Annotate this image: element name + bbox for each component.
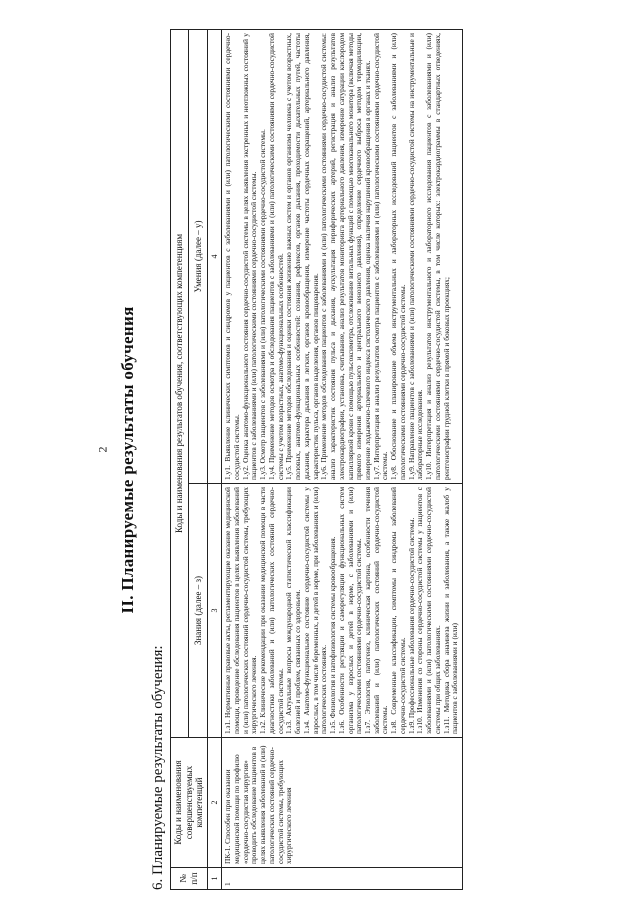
skill-item: 1.у5. Применение методов обследования и оценки состояния жизненно важных систем и органов организма человека с учетом возрастных, половых, анатомо-функциональных особенностей: сознания, рефлексов, органов дыхания, проходимости дыхательных путей, частоты дыхания, характера дыхания в легких, органов кровообращения, измерение частоты сердечных сокращений, артериального давления, характеристик пульса, органов выделения, органов пищеварения.	[284, 33, 320, 480]
skill-item: 1.у1. Выявление клинических симптомов и синдромов у пациентов с заболеваниями и (или) патологическими состояниями сердечно-сосудистой системы.	[223, 33, 241, 480]
column-number: 4	[207, 30, 221, 484]
competency-cell: ПК-1. Способен при оказании медицинской помощи по профилю «сердечно-сосудистая хирургия» проводить обследование пациентов в целях выявления заболеваний и (или) патологических состояний сердечно-сосудистой системы, требующих хирургического лечения	[222, 738, 463, 868]
column-number: 1	[207, 868, 221, 890]
header-knowledge: Знания (далее – з)	[189, 484, 207, 738]
knowledge-item: 1.з10. Изменения со стороны сердечно-сосудистой системы у пациентов с заболеваниями и (или) патологическими состояниями сердечно-сосудистой системы при общих заболеваниях.	[415, 487, 442, 734]
header-skills: Умения (далее – у)	[189, 30, 207, 484]
knowledge-cell	[222, 484, 463, 738]
knowledge-item: 1.з9. Профессиональные заболевания сердечно-сосудистой системы.	[406, 517, 416, 734]
column-number: 3	[207, 484, 221, 738]
column-number: 2	[207, 738, 221, 868]
knowledge-item: 1.з3. Актуальные вопросы международной статистической классификации болезней и проблем, связанных со здоровьем.	[284, 487, 303, 734]
rotated-content	[118, 30, 638, 890]
knowledge-item: 1.з2. Клинические рекомендации при оказании медицинской помощи в части диагностики заболеваний и (или) патологических состояний сердечно-сосудистой системы.	[258, 487, 285, 734]
header-number: № п/п	[171, 868, 208, 890]
skill-item: 1.у10. Интерпретация и анализ результатов инструментального и лабораторного исследования пациентов с заболеваниями и (или) патологическими состояниями сердечно-сосудистой системы, в том числе которых: электрокардиограммы в стандартных отведениях, рентгенографии грудной клетки в прямой и боковых проекциях;	[424, 33, 451, 480]
skill-item: 1.у6. Применение методов обследования пациентов с заболеваниями и (или) патологическими состояниями сердечно-сосудистой системы: анализ характеристик состояния пульса и дыхания, аускультация периферических артерий, регистрация и анализ результатов электрокардиографии, установка, считывание, анализ результатов мониторинга артериального давления, измерение сатурации кислородом капиллярной крови с помощью пульсоксиметра, отслеживание витальных функций с помощью многоканального монитора (включая методы прямого измерения артериального и центрального венозного давления), определение сердечного выброса методом термодилюции, измерение лодыжечно-плечевого индекса систолического давления, оценка наличия нарушений кровообращения в органах и тканях.	[319, 33, 373, 480]
skills-cell	[222, 30, 463, 484]
knowledge-item: 1.з11. Методика сбора анамнеза жизни и заболевания, а также жалоб у пациентов с заболеваниями и (или)	[441, 487, 460, 734]
knowledge-item: 1.з5. Физиология и патофизиология системы кровообращения.	[328, 536, 338, 734]
table-row	[222, 30, 463, 890]
skill-item: 1.у8. Обоснование и планирование объема инструментальных и лабораторных исследований пациентов с заболеваниями и (или) патологическими состояниями сердечно-сосудистой системы.	[389, 33, 407, 480]
skill-item: 1.у3. Осмотр пациентов с заболеваниями и (или) патологическими состояниями сердечно-сосудистой системы.	[258, 129, 268, 480]
header-results-group: Коды и наименования результатов обучения, соответствующих компетенциям	[171, 30, 189, 738]
subsection-title: 6. Планируемые результаты обучения:	[150, 645, 166, 890]
skill-item: 1.у2. Оценка анатомо-функционального состояния сердечно-сосудистой системы в целях выявления экстренных и неотложных состояний у пациентов с заболеваниями и (или) патологическими состояниями сердечно-сосудистой системы.	[240, 33, 259, 480]
header-competency: Коды и наименования совершенствуемых компетенций	[171, 738, 208, 868]
page-number: 2	[95, 446, 110, 453]
learning-results-table	[170, 29, 463, 890]
knowledge-item: 1.з1. Нормативные правовые акты, регламентирующие оказание медицинской помощи, проведение обследования пациентов в целях выявления заболеваний и (или) патологических состояний сердечно-сосудистой системы, требующих хирургического лечения.	[223, 487, 259, 734]
skill-item: 1.у7. Интерпретация и анализ результатов осмотра пациентов с заболеваниями и (или) патологическими состояниями сердечно-сосудистой системы.	[371, 33, 390, 480]
section-title: II. Планируемые результаты обучения	[118, 306, 137, 614]
knowledge-item: 1.з8. Современные классификации, симптомы и синдромы заболеваний сердечно-сосудистой системы.	[389, 487, 407, 734]
column-number-row	[207, 30, 221, 890]
skill-item: 1.у9. Направление пациентов с заболеваниями и (или) патологическими состояниями сердечно-сосудистой системы на инструментальные и лабораторные исследования.	[406, 33, 425, 480]
knowledge-item: 1.з7. Этиология, патогенез, клиническая картина, особенности течения заболеваний и (или) патологических состояний сердечно-сосудистой системы.	[363, 487, 390, 734]
skill-item: 1.у4. Применение методов осмотра и обследования пациентов с заболеваниями и (или) патологическими состояниями сердечно-сосудистой системы с учетом возрастных, анатомо-функциональных особенностей.	[266, 33, 285, 480]
knowledge-item: 1.з4. Анатомо-функциональное состояние сердечно-сосудистой системы у взрослых, в том числе беременных, и детей в норме, при заболеваниях и (или) патологических состояниях.	[301, 487, 329, 734]
row-number: 1	[222, 868, 463, 890]
table-header-row	[171, 30, 189, 890]
knowledge-item: 1.з6. Особенности регуляции и саморегуляции функциональных систем организма у взрослых и детей в норме, с заболеваниями и (или) патологическими состояниями сердечно-сосудистой системы.	[336, 487, 364, 734]
